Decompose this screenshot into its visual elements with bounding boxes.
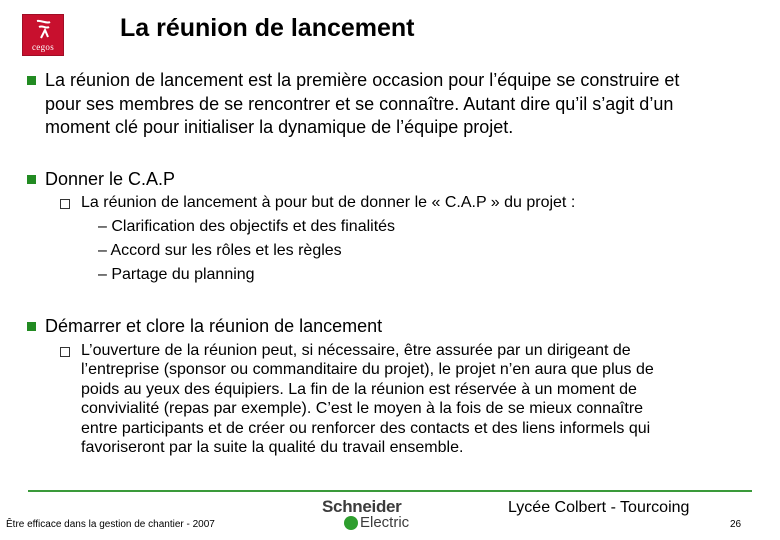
brand-subname: Electric <box>360 514 410 531</box>
section-heading: Démarrer et clore la réunion de lancement <box>45 316 383 336</box>
bullet-square <box>27 76 36 85</box>
brand-name: Schneider <box>322 497 402 516</box>
list-item: – Accord sur les rôles et les règles <box>98 242 342 259</box>
sub-bullet-square <box>60 199 70 209</box>
sub-item-text: La réunion de lancement à pour but de donner le « C.A.P » du projet : <box>81 194 576 211</box>
cegos-logo <box>22 14 64 56</box>
school-name: Lycée Colbert - Tourcoing <box>508 499 690 516</box>
paragraph-line: L’ouverture de la réunion peut, si nécessaire, être assurée par un dirigeant de <box>81 342 631 359</box>
paragraph-line: moment clé pour initialiser la dynamique de l’équipe projet. <box>45 117 514 137</box>
paragraph-line: entre participants et de créer ou renforcer des contacts et des liens informels qui <box>81 420 651 437</box>
sub-bullet-square <box>60 347 70 357</box>
paragraph-line: pour ses membres de se rencontrer et se connaître. Autant dire qu’il s’agit d’un <box>45 94 674 114</box>
bullet-square <box>27 322 36 331</box>
list-item: – Partage du planning <box>98 266 255 283</box>
bullet-square <box>27 175 36 184</box>
paragraph-line: convivialité (repas par exemple). C’est le moyen à la fois de se mieux connaître <box>81 400 644 417</box>
paragraph-line: l’entreprise (sponsor ou commanditaire du projet), le projet n’en aura que plus de <box>81 361 654 378</box>
cegos-logo-icon <box>33 18 55 40</box>
footer-divider <box>28 490 752 492</box>
page-number: 26 <box>730 519 742 530</box>
paragraph-line: favoriseront par la suite la qualité du travail ensemble. <box>81 439 464 456</box>
schneider-mark-icon <box>344 516 358 530</box>
schneider-electric-logo <box>322 497 414 533</box>
paragraph-line: poids au yeux des équipiers. La fin de la réunion est réservée à un moment de <box>81 381 637 398</box>
page-title: La réunion de lancement <box>120 14 415 42</box>
list-item: – Clarification des objectifs et des finalités <box>98 218 396 235</box>
paragraph-line: La réunion de lancement est la première occasion pour l’équipe se construire et <box>45 70 680 90</box>
logo-text: cegos <box>32 42 54 52</box>
footer-caption: Être efficace dans la gestion de chantier - 2007 <box>6 519 215 530</box>
section-heading: Donner le C.A.P <box>45 169 176 189</box>
